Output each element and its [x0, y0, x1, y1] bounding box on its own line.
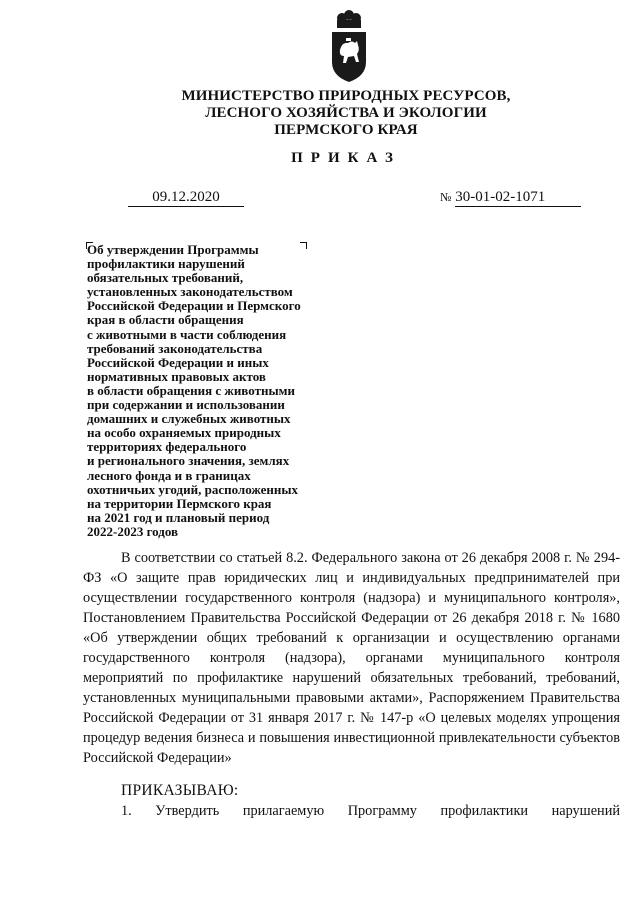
item-1-word: профилактики [440, 803, 529, 819]
title-line: в области обращения с животными [87, 382, 295, 398]
title-line: нормативных правовых актов [87, 368, 266, 384]
title-line: профилактики нарушений [87, 256, 245, 272]
preamble-paragraph: В соответствии со статьей 8.2. Федерального закона от 26 декабря 2008 г. № 294-ФЗ «О защите прав юридических лиц и индивидуальных предпринимателей при осуществлении государственного контроля (надзора) и муниципального контроля», Постановлением Правительства Российской Федерации от 26 декабря 2018 г. № 1680 «Об утверждении общих требований к организации и осуществлению органами государственного контроля (надзора), органами муниципального контроля мероприятий по профилактике нарушений обязательных требований, требований, установленных муниципальными правовыми актами», Распоряжением Правительства Российской Федерации от 31 января 2017 г. № 147-р «О целевых моделях упрощения процедур ведения бизнеса и повышения инвестиционной привлекательности субъектов Российской Федерации» [83, 550, 620, 766]
item-1-word: нарушений [551, 803, 620, 819]
title-line: лесного фонда и в границах [87, 467, 251, 483]
title-line: на 2021 год и плановый период [87, 509, 270, 525]
perm-krai-coat-of-arms-icon [326, 10, 372, 84]
item-1-word: прилагаемую [242, 803, 325, 819]
item-1-word: Программу [347, 803, 417, 819]
title-line: домашних и служебных животных [87, 411, 291, 427]
title-line: на территории Пермского края [87, 495, 272, 511]
item-1-number: 1. [121, 803, 132, 819]
order-subject-title [87, 243, 347, 539]
title-line: территориях федерального [87, 439, 247, 455]
order-date: 09.12.2020 [128, 188, 244, 207]
title-line: Об утверждении Программы [87, 242, 259, 257]
ministry-name-line-3: ПЕРМСКОГО КРАЯ [274, 122, 418, 138]
title-line: и регионального значения, землях [87, 453, 290, 469]
title-line: охотничьих угодий, расположенных [87, 481, 299, 497]
title-line: при содержании и использовании [87, 397, 285, 413]
title-line: с животными в части соблюдения [87, 326, 287, 342]
item-1-word: Утвердить [155, 803, 220, 819]
ministry-name-line-2: ЛЕСНОГО ХОЗЯЙСТВА И ЭКОЛОГИИ [205, 105, 487, 121]
order-preamble [83, 548, 620, 768]
order-number: 30-01-02-1071 [455, 188, 581, 207]
orders-heading: ПРИКАЗЫВАЮ: [121, 782, 239, 799]
title-line: Российской Федерации и иных [87, 354, 269, 370]
order-item-1 [121, 803, 620, 820]
title-line: обязательных требований, [87, 270, 244, 286]
title-line: 2022-2023 годов [87, 523, 179, 539]
title-line: Российской Федерации и Пермского [87, 298, 301, 314]
ministry-name-line-1: МИНИСТЕРСТВО ПРИРОДНЫХ РЕСУРСОВ, [181, 88, 511, 104]
order-number-field [440, 188, 581, 207]
number-sign: № [440, 190, 452, 204]
title-line: края в области обращения [87, 312, 244, 328]
title-line: требований законодательства [87, 340, 263, 356]
order-title: ПРИКАЗ [291, 150, 401, 166]
title-line: установленных законодательством [87, 284, 293, 300]
title-line: на особо охраняемых природных [87, 425, 281, 441]
